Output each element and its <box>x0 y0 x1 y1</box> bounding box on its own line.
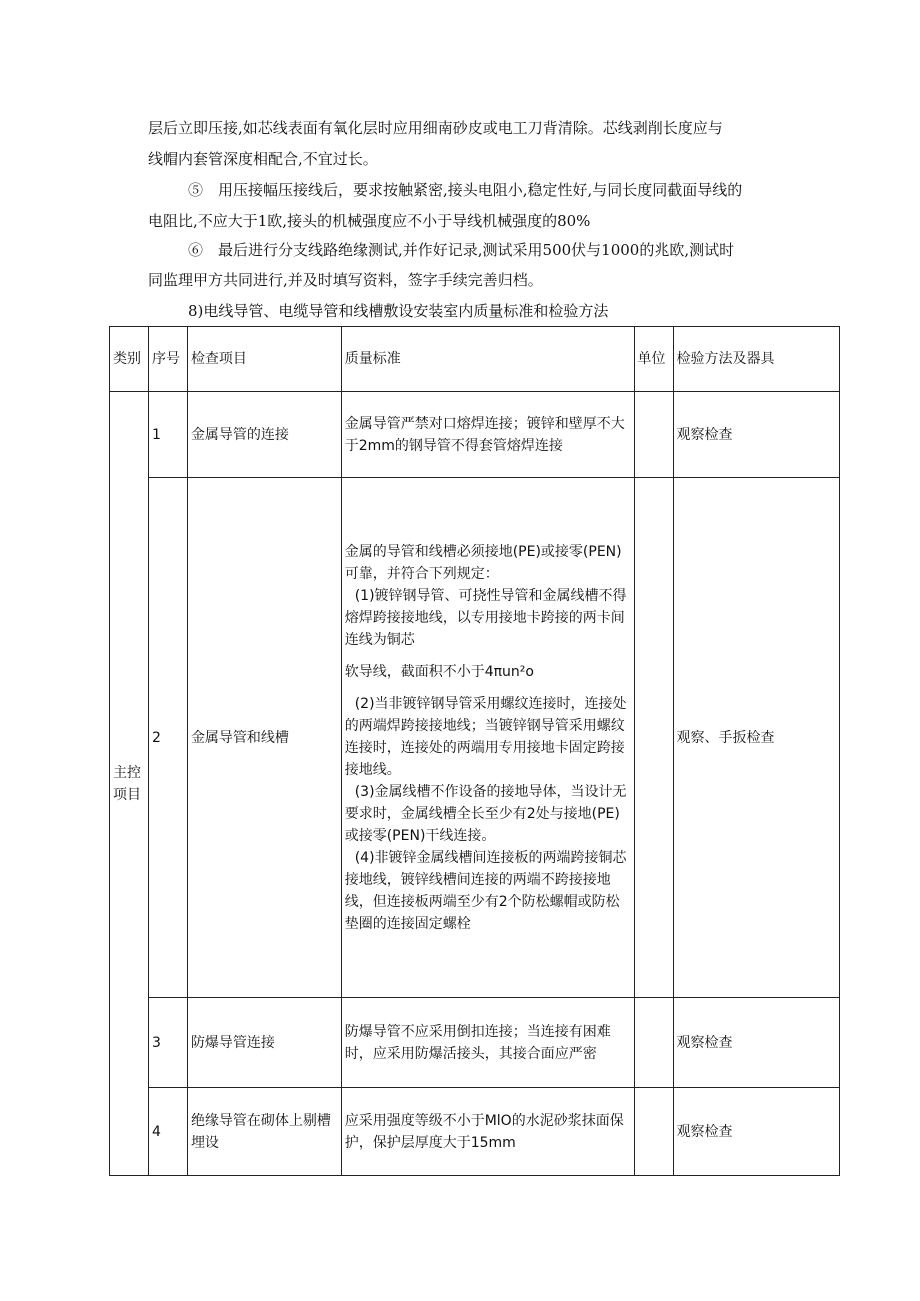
standard-cell: 防爆导管不应采用倒扣连接；当连接有困难时，应采用防爆活接头，其接合面应严密 <box>341 998 634 1088</box>
seq-cell: 1 <box>148 392 187 478</box>
item-cell: 防爆导管连接 <box>187 998 341 1088</box>
table-row <box>110 392 840 478</box>
standard-line: (3)金属线槽不作设备的接地导体，当设计无要求时，金属线槽全长至少有2处与接地(PE)或接零(PEN)干线连接。 <box>344 783 627 844</box>
seq-cell: 4 <box>148 1088 187 1176</box>
item-cell: 金属导管和线槽 <box>187 478 341 998</box>
header-seq: 序号 <box>148 327 187 392</box>
standard-line: 金属的导管和线槽必须接地(PE)或接零(PEN)可靠，并符合下列规定： <box>344 543 622 582</box>
header-method: 检验方法及器具 <box>673 327 839 392</box>
paragraph-line: ⑥ 最后进行分支线路绝缘测试,并作好记录,测试采用500伏与1000的兆欧,测试时 <box>188 241 735 259</box>
table-header-row <box>110 327 840 392</box>
unit-cell <box>634 478 673 998</box>
paragraph-line: 同监理甲方共同进行,并及时填写资料，签字手续完善归档。 <box>148 271 543 289</box>
unit-cell <box>634 1088 673 1176</box>
method-cell: 观察检查 <box>673 392 839 478</box>
header-category: 类别 <box>110 327 149 392</box>
section-title: 8)电线导管、电缆导管和线槽敷设安装室内质量标准和检验方法 <box>188 302 609 320</box>
quality-standard-table <box>109 326 840 1176</box>
unit-cell <box>634 998 673 1088</box>
method-cell: 观察、手扳检查 <box>673 478 839 998</box>
standard-line: (1)镀锌钢导管、可挠性导管和金属线槽不得熔焊跨接接地线，以专用接地卡跨接的两卡间连线为铜芯 <box>344 587 627 648</box>
paragraph-line: 层后立即压接,如芯线表面有氧化层时应用细南砂皮或电工刀背清除。芯线剥削长度应与 <box>148 119 723 137</box>
paragraph-line: ⑤ 用压接幅压接线后，要求按触紧密,接头电阻小,稳定性好,与同长度同截面导线的 <box>188 181 743 199</box>
table-row <box>110 1088 840 1176</box>
unit-cell <box>634 392 673 478</box>
item-cell: 绝缘导管在砌体上剔槽埋设 <box>187 1088 341 1176</box>
standard-line: 软导线，截面积不小于4πun²o <box>344 663 534 680</box>
table-row <box>110 998 840 1088</box>
standard-cell: 金属导管严禁对口熔焊连接；镀锌和壁厚不大于2mm的钢导管不得套管熔焊连接 <box>341 392 634 478</box>
header-unit: 单位 <box>634 327 673 392</box>
standard-line: (2)当非镀锌钢导管采用螺纹连接时，连接处的两端焊跨接接地线；当镀锌钢导管采用螺纹连接时，连接处的两端用专用接地卡固定跨接接地线。 <box>344 695 627 778</box>
seq-cell: 2 <box>148 478 187 998</box>
item-cell: 金属导管的连接 <box>187 392 341 478</box>
paragraph-line: 电阻比,不应大于1欧,接头的机械强度应不小于导线机械强度的80% <box>148 212 591 230</box>
header-standard: 质量标准 <box>341 327 634 392</box>
seq-cell: 3 <box>148 998 187 1088</box>
standard-cell: 应采用强度等级不小于MlO的水泥砂浆抹面保护，保护层厚度大于15mm <box>341 1088 634 1176</box>
category-cell: 主控项目 <box>110 392 149 1176</box>
paragraph-line: 线帽内套管深度相配合,不宜过长。 <box>148 150 378 168</box>
method-cell: 观察检查 <box>673 1088 839 1176</box>
table-row <box>110 478 840 998</box>
header-item: 检查项目 <box>187 327 341 392</box>
standard-line: (4)非镀锌金属线槽间连接板的两端跨接铜芯接地线，镀锌线槽间连接的两端不跨接接地线，但连接板两端至少有2个防松螺帽或防松垫圈的连接固定螺栓 <box>344 849 627 932</box>
standard-cell <box>341 478 634 998</box>
method-cell: 观察检查 <box>673 998 839 1088</box>
